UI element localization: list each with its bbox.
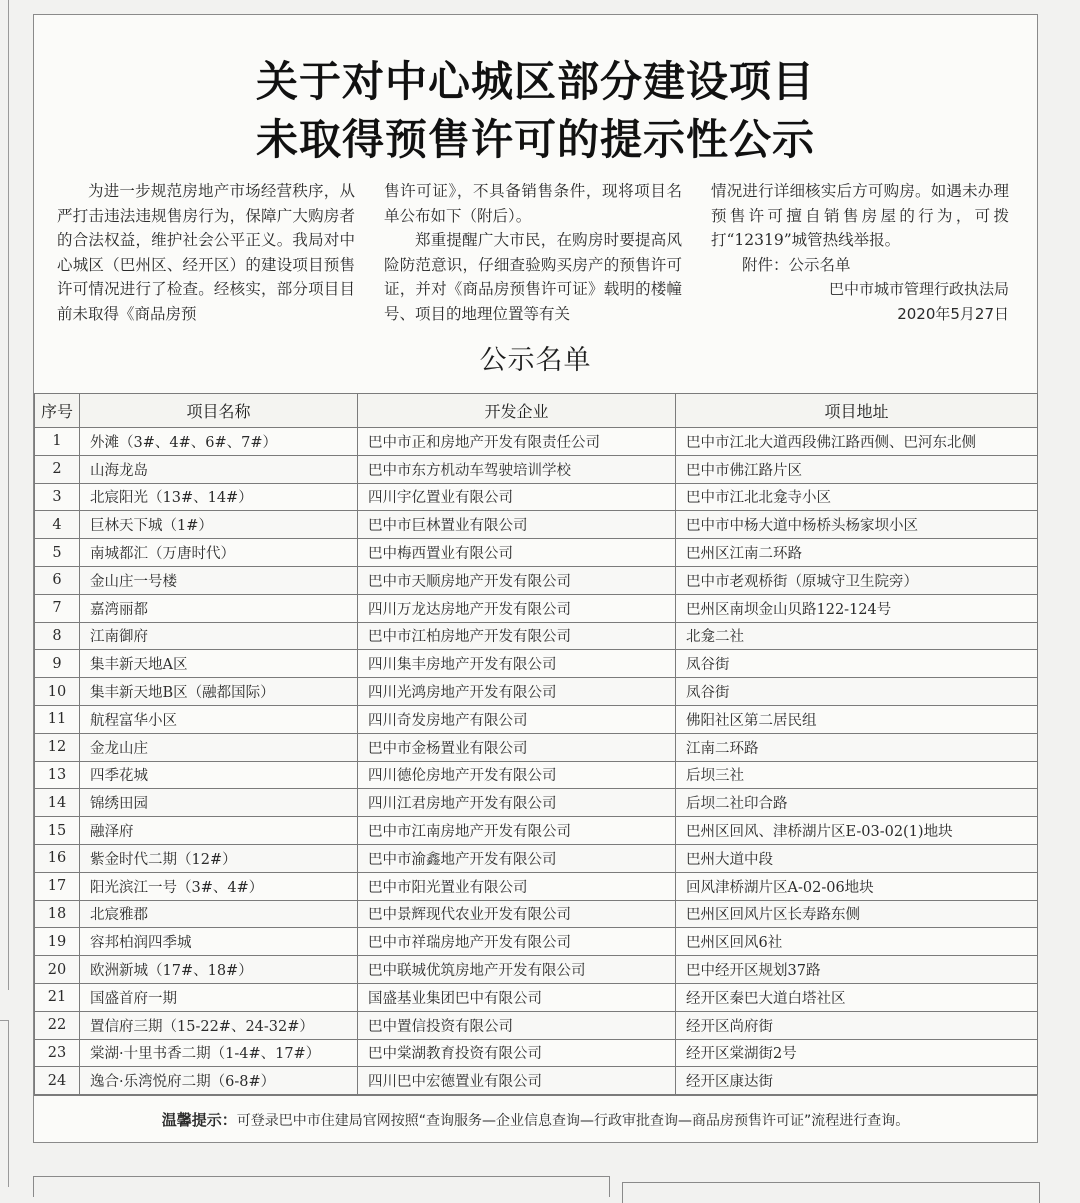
row-address: 巴中经开区规划37路: [676, 956, 1038, 984]
attachment-note: 附件：公示名单: [742, 255, 851, 274]
row-index: 5: [35, 539, 80, 567]
row-address: 巴中市中杨大道中杨桥头杨家坝小区: [676, 511, 1038, 539]
row-project-name: 北宸阳光（13#、14#）: [80, 483, 358, 511]
row-address: 凤谷街: [676, 650, 1038, 678]
table-row: [35, 928, 1038, 956]
row-project-name: 欧洲新城（17#、18#）: [80, 956, 358, 984]
header-developer: 开发企业: [358, 394, 676, 428]
issue-date: 2020年5月27日: [897, 304, 1009, 323]
row-address: 经开区棠湖街2号: [676, 1039, 1038, 1067]
row-index: 15: [35, 817, 80, 845]
row-index: 21: [35, 983, 80, 1011]
row-project-name: 锦绣田园: [80, 789, 358, 817]
header-project-name: 项目名称: [80, 394, 358, 428]
title-line-2: 未取得预售许可的提示性公示: [255, 115, 815, 164]
row-index: 6: [35, 566, 80, 594]
row-developer: 四川光鸿房地产开发有限公司: [358, 678, 676, 706]
row-developer: 巴中市东方机动车驾驶培训学校: [358, 455, 676, 483]
row-address: 巴中市佛江路片区: [676, 455, 1038, 483]
row-developer: 巴中市正和房地产开发有限责任公司: [358, 428, 676, 456]
row-address: 经开区康达街: [676, 1067, 1038, 1095]
row-developer: 四川德伦房地产开发有限公司: [358, 761, 676, 789]
table-row: [35, 900, 1038, 928]
row-index: 7: [35, 594, 80, 622]
table-row: [35, 761, 1038, 789]
row-developer: 四川宇亿置业有限公司: [358, 483, 676, 511]
row-project-name: 融泽府: [80, 817, 358, 845]
table-header-row: [35, 394, 1038, 428]
row-address: 巴州区江南二环路: [676, 539, 1038, 567]
row-index: 24: [35, 1067, 80, 1095]
row-index: 2: [35, 455, 80, 483]
row-project-name: 航程富华小区: [80, 705, 358, 733]
row-project-name: 巨林天下城（1#）: [80, 511, 358, 539]
body-column-1: [57, 179, 355, 326]
row-developer: 四川奇发房地产有限公司: [358, 705, 676, 733]
row-index: 11: [35, 705, 80, 733]
row-project-name: 逸合·乐湾悦府二期（6-8#）: [80, 1067, 358, 1095]
tip-text: 可登录巴中市住建局官网按照“查询服务—企业信息查询—行政审批查询—商品房预售许可证”流程进行查询。: [236, 1113, 910, 1129]
row-project-name: 四季花城: [80, 761, 358, 789]
row-developer: 四川巴中宏德置业有限公司: [358, 1067, 676, 1095]
row-index: 22: [35, 1011, 80, 1039]
notice-title: [34, 53, 1037, 169]
row-project-name: 集丰新天地B区（融都国际）: [80, 678, 358, 706]
row-project-name: 江南御府: [80, 622, 358, 650]
row-project-name: 紫金时代二期（12#）: [80, 844, 358, 872]
row-address: 巴州区回风6社: [676, 928, 1038, 956]
row-address: 江南二环路: [676, 733, 1038, 761]
public-notice: [33, 14, 1038, 1143]
table-row: [35, 678, 1038, 706]
table-row: [35, 983, 1038, 1011]
row-project-name: 北宸雅郡: [80, 900, 358, 928]
row-project-name: 棠湖·十里书香二期（1-4#、17#）: [80, 1039, 358, 1067]
adjacent-article-border: [33, 1176, 610, 1197]
adjacent-article-border: [622, 1182, 1040, 1203]
row-address: 凤谷街: [676, 678, 1038, 706]
row-index: 10: [35, 678, 80, 706]
row-developer: 巴中市天顺房地产开发有限公司: [358, 566, 676, 594]
row-developer: 四川集丰房地产开发有限公司: [358, 650, 676, 678]
row-index: 18: [35, 900, 80, 928]
paragraph-1b: 售许可证》，不具备销售条件，现将项目名单公布如下（附后）。: [384, 182, 682, 225]
row-developer: 巴中市金杨置业有限公司: [358, 733, 676, 761]
row-project-name: 外滩（3#、4#、6#、7#）: [80, 428, 358, 456]
header-index: 序号: [35, 394, 80, 428]
title-line-1: 关于对中心城区部分建设项目: [255, 57, 815, 106]
row-address: 巴州区回风片区长寿路东侧: [676, 900, 1038, 928]
row-address: 巴州区南坝金山贝路122-124号: [676, 594, 1038, 622]
row-address: 北龛二社: [676, 622, 1038, 650]
adjacent-column-border: [0, 0, 9, 990]
table-row: [35, 1011, 1038, 1039]
row-developer: 巴中市渝鑫地产开发有限公司: [358, 844, 676, 872]
table-row: [35, 622, 1038, 650]
row-project-name: 阳光滨江一号（3#、4#）: [80, 872, 358, 900]
row-index: 13: [35, 761, 80, 789]
row-index: 3: [35, 483, 80, 511]
paragraph-1a: 为进一步规范房地产市场经营秩序，从严打击违法违规售房行为，保障广大购房者的合法权益，维护社会公平正义。我局对中心城区（巴州区、经开区）的建设项目预售许可情况进行了检查。经核实，部分项目目前未取得《商品房预: [57, 182, 355, 323]
table-row: [35, 705, 1038, 733]
row-address: 巴中市江北北龛寺小区: [676, 483, 1038, 511]
row-address: 经开区尚府街: [676, 1011, 1038, 1039]
table-row: [35, 594, 1038, 622]
row-project-name: 容邦柏润四季城: [80, 928, 358, 956]
row-project-name: 国盛首府一期: [80, 983, 358, 1011]
row-developer: 巴中市江柏房地产开发有限公司: [358, 622, 676, 650]
row-address: 回风津桥湖片区A-02-06地块: [676, 872, 1038, 900]
row-index: 17: [35, 872, 80, 900]
row-address: 后坝二社印合路: [676, 789, 1038, 817]
row-index: 23: [35, 1039, 80, 1067]
row-developer: 巴中棠湖教育投资有限公司: [358, 1039, 676, 1067]
table-row: [35, 539, 1038, 567]
row-address: 佛阳社区第二居民组: [676, 705, 1038, 733]
row-project-name: 嘉湾丽都: [80, 594, 358, 622]
table-row: [35, 1067, 1038, 1095]
table-row: [35, 872, 1038, 900]
adjacent-column-border: [0, 1020, 9, 1187]
table-row: [35, 483, 1038, 511]
header-address: 项目地址: [676, 394, 1038, 428]
row-developer: 巴中置信投资有限公司: [358, 1011, 676, 1039]
row-project-name: 置信府三期（15-22#、24-32#）: [80, 1011, 358, 1039]
row-developer: 国盛基业集团巴中有限公司: [358, 983, 676, 1011]
row-developer: 巴中市巨林置业有限公司: [358, 511, 676, 539]
row-address: 经开区秦巴大道白塔社区: [676, 983, 1038, 1011]
table-row: [35, 650, 1038, 678]
row-developer: 巴中景辉现代农业开发有限公司: [358, 900, 676, 928]
row-address: 巴中市老观桥街（原城守卫生院旁）: [676, 566, 1038, 594]
row-project-name: 南城都汇（万唐时代）: [80, 539, 358, 567]
row-project-name: 金山庄一号楼: [80, 566, 358, 594]
row-address: 巴州大道中段: [676, 844, 1038, 872]
table-row: [35, 428, 1038, 456]
row-project-name: 山海龙岛: [80, 455, 358, 483]
table-row: [35, 789, 1038, 817]
paragraph-2a: 郑重提醒广大市民，在购房时要提高风险防范意识，仔细查验购买房产的预售许可证，并对《商品房预售许可证》载明的楼幢号、项目的地理位置等有关: [384, 231, 682, 323]
row-address: 巴州区回风、津桥湖片区E-03-02(1)地块: [676, 817, 1038, 845]
paragraph-2b: 情况进行详细核实后方可购房。如遇未办理预售许可擅自销售房屋的行为，可拨打“12319”城管热线举报。: [711, 182, 1009, 249]
tip-label: 温馨提示：: [161, 1111, 237, 1129]
table-row: [35, 956, 1038, 984]
row-index: 1: [35, 428, 80, 456]
row-address: 巴中市江北大道西段佛江路西侧、巴河东北侧: [676, 428, 1038, 456]
row-index: 19: [35, 928, 80, 956]
table-row: [35, 511, 1038, 539]
project-list-table: [34, 393, 1038, 1095]
table-row: [35, 733, 1038, 761]
table-row: [35, 817, 1038, 845]
row-index: 12: [35, 733, 80, 761]
table-row: [35, 1039, 1038, 1067]
row-index: 16: [35, 844, 80, 872]
row-developer: 巴中市阳光置业有限公司: [358, 872, 676, 900]
row-index: 20: [35, 956, 80, 984]
row-developer: 四川江君房地产开发有限公司: [358, 789, 676, 817]
table-row: [35, 844, 1038, 872]
row-index: 8: [35, 622, 80, 650]
row-developer: 巴中梅西置业有限公司: [358, 539, 676, 567]
list-title: 公示名单: [479, 345, 592, 376]
issuer: 巴中市城市管理行政执法局: [828, 280, 1009, 298]
row-developer: 巴中联城优筑房地产开发有限公司: [358, 956, 676, 984]
row-developer: 四川万龙达房地产开发有限公司: [358, 594, 676, 622]
table-row: [35, 455, 1038, 483]
row-project-name: 金龙山庄: [80, 733, 358, 761]
row-address: 后坝三社: [676, 761, 1038, 789]
row-developer: 巴中市江南房地产开发有限公司: [358, 817, 676, 845]
row-index: 4: [35, 511, 80, 539]
body-column-2: [384, 179, 682, 326]
table-row: [35, 566, 1038, 594]
row-project-name: 集丰新天地A区: [80, 650, 358, 678]
row-index: 14: [35, 789, 80, 817]
body-column-3: [711, 179, 1009, 326]
row-index: 9: [35, 650, 80, 678]
tip-footer: [34, 1095, 1037, 1144]
row-developer: 巴中市祥瑞房地产开发有限公司: [358, 928, 676, 956]
